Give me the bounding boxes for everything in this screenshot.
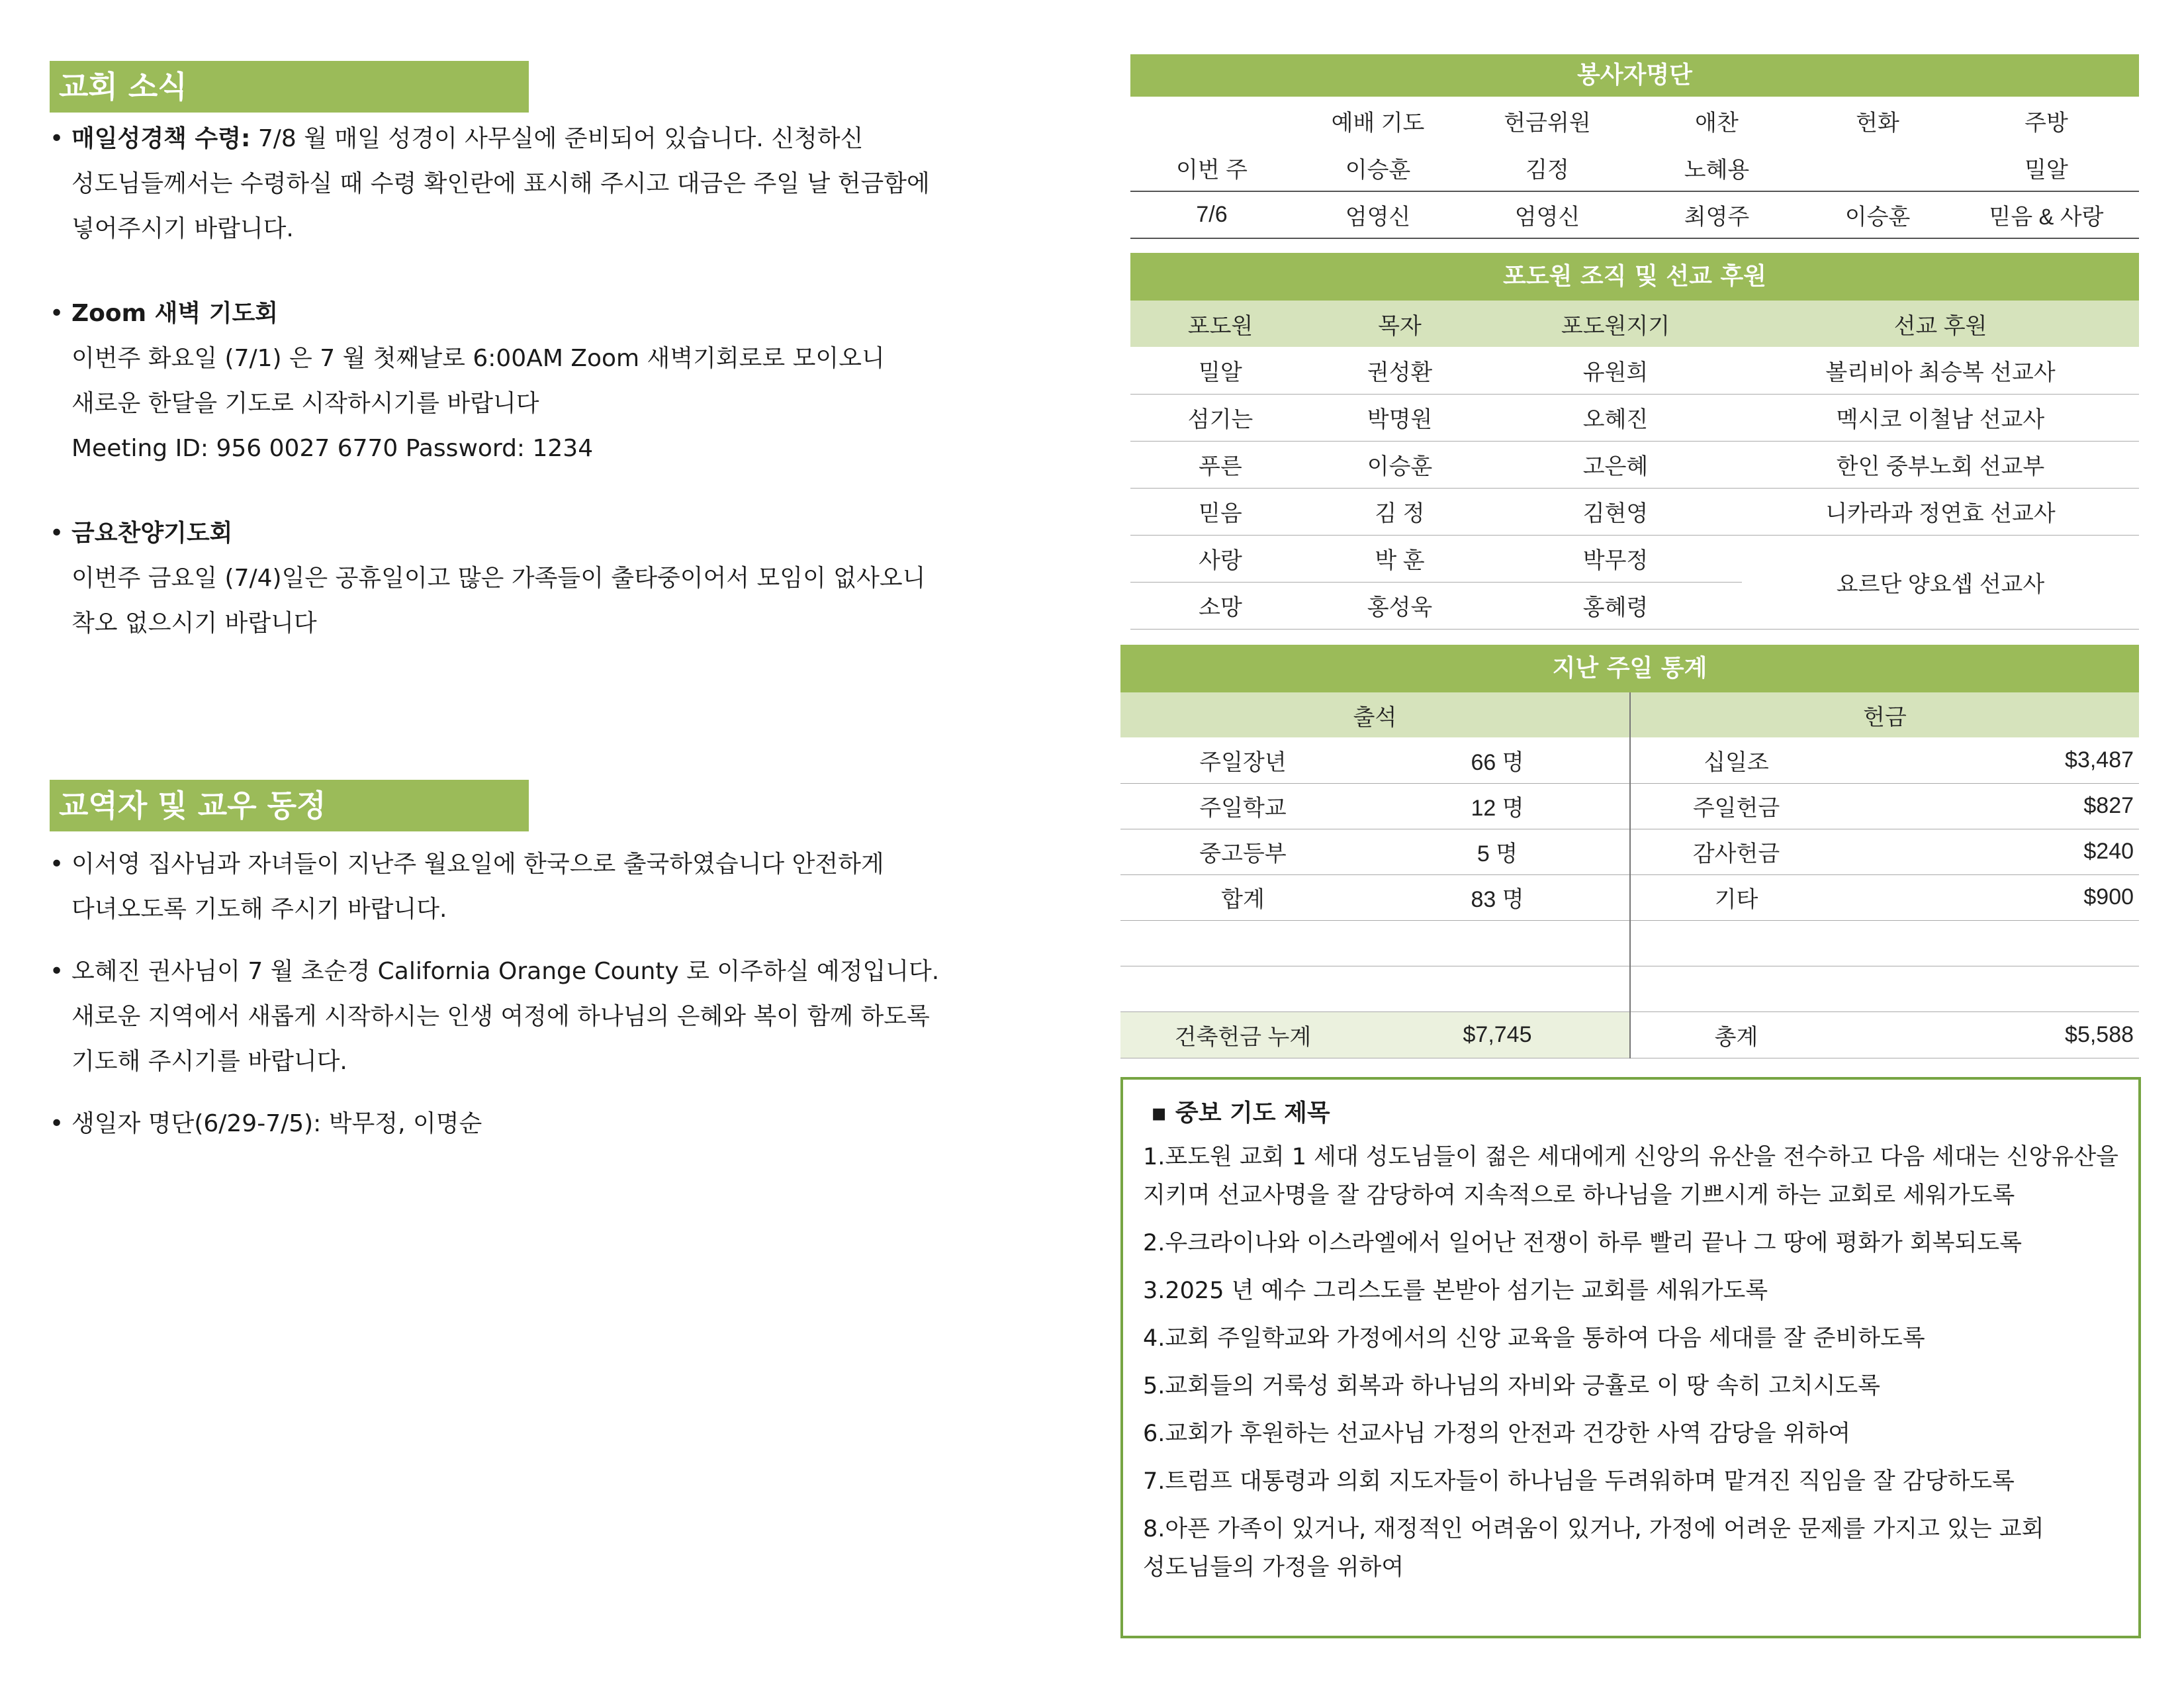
table-row	[1130, 347, 2139, 394]
news-item-title: Zoom 새벽 기도회	[71, 300, 279, 327]
bullet-icon: •	[50, 520, 64, 547]
header-cell: 주방	[2025, 110, 2068, 136]
podowon-title: 포도원 조직 및 선교 후원	[1130, 253, 2139, 301]
table-cell	[1842, 920, 2139, 966]
table-row	[1130, 191, 2139, 238]
prayer-item: 7.트럼프 대통령과 의회 지도자들이 하나님을 두려워하며 맡겨진 직임을 잘 감당하도록	[1143, 1468, 2015, 1495]
news-item-text: 이번주 금요일 (7/4)일은 공휴일이고 많은 가족들이 출타중이어서 모임이 없사오니	[71, 565, 926, 592]
table-cell: 믿음 & 사랑	[1954, 191, 2139, 238]
ministry-text: 새로운 지역에서 새롭게 시작하시는 인생 여정에 하나님의 은혜와 복이 함께 하도록	[71, 1003, 930, 1030]
table-cell: 이승훈	[1801, 191, 1954, 238]
ministry-item	[50, 842, 1029, 932]
building-fund-label: 건축헌금 누계	[1120, 1011, 1365, 1058]
merged-mission-cell: 요르단 양요셉 선교사	[1742, 535, 2139, 629]
table-row	[1130, 488, 2139, 535]
bullet-icon: •	[50, 125, 64, 152]
bullet-icon: •	[50, 851, 64, 878]
table-cell: 이승훈	[1310, 441, 1489, 488]
header-cell: 헌화	[1856, 110, 1899, 136]
table-cell: 밀알	[1130, 347, 1310, 394]
table-row	[1130, 535, 2139, 582]
table-row	[1130, 394, 2139, 441]
table-cell: 푸른	[1130, 441, 1310, 488]
table-cell	[1120, 920, 1365, 966]
news-item-text: 성도님들께서는 수령하실 때 수령 확인란에 표시해 주시고 대금은 주일 날 헌금함에	[71, 170, 930, 197]
table-cell: 사랑	[1130, 535, 1310, 582]
volunteers-title: 봉사자명단	[1130, 54, 2139, 97]
header-cell: 헌금위원	[1504, 110, 1591, 136]
table-cell: $3,487	[1842, 737, 2139, 783]
table-cell: 중고등부	[1120, 829, 1365, 874]
ministry-text: 오혜진 권사님이 7 월 초순경 California Orange County 로 이주하실 예정입니다.	[71, 958, 940, 985]
table-row	[1120, 737, 2139, 783]
prayer-item: 8.아픈 가족이 있거나, 재정적인 어려움이 있거나, 가정에 어려운 문제를 가지고 있는 교회	[1143, 1516, 2044, 1542]
news-item-zoom	[50, 291, 1029, 471]
table-cell: 주일학교	[1120, 783, 1365, 829]
table-cell: 믿음	[1130, 488, 1310, 535]
table-cell	[1630, 920, 1842, 966]
header-cell: 예배 기도	[1331, 110, 1425, 136]
prayer-list	[1143, 1138, 2122, 1587]
header-cell: 선교 후원	[1893, 313, 1987, 339]
prayer-item: 지키며 선교사명을 잘 감당하여 지속적으로 하나님을 기쁘시게 하는 교회로 세워가도록	[1143, 1182, 2015, 1209]
table-cell: 노혜용	[1632, 144, 1801, 191]
table-cell: 합계	[1120, 874, 1365, 920]
news-item-text: 착오 없으시기 바랍니다	[71, 610, 317, 637]
podowon-table	[1130, 301, 2139, 630]
offering-header: 헌금	[1863, 704, 1907, 730]
stats-table	[1120, 692, 2139, 1058]
news-item-text: 새로운 한달을 기도로 시작하시기를 바랍니다	[71, 390, 539, 417]
prayer-item: 6.교회가 후원하는 선교사님 가정의 안전과 건강한 사역 감당을 위하여	[1143, 1421, 1851, 1447]
table-cell: 유원희	[1489, 347, 1742, 394]
table-row	[1120, 920, 2139, 966]
table-cell: $900	[1842, 874, 2139, 920]
table-cell: 김정	[1463, 144, 1632, 191]
table-cell: 홍성욱	[1310, 582, 1489, 629]
table-cell: 한인 중부노회 선교부	[1742, 441, 2139, 488]
table-cell: 멕시코 이철남 선교사	[1742, 394, 2139, 441]
table-row	[1130, 441, 2139, 488]
news-list	[50, 117, 1029, 646]
table-cell	[1365, 920, 1630, 966]
header-cell: 포도원지기	[1561, 313, 1670, 339]
table-cell: 12 명	[1365, 783, 1630, 829]
bullet-icon: •	[50, 958, 64, 985]
table-cell	[1801, 144, 1954, 191]
prayer-box	[1120, 1077, 2141, 1638]
table-cell: 십일조	[1630, 737, 1842, 783]
table-cell: 오혜진	[1489, 394, 1742, 441]
news-item-friday	[50, 511, 1029, 646]
header-cell: 애찬	[1695, 110, 1739, 136]
table-cell: 83 명	[1365, 874, 1630, 920]
ministry-item	[50, 949, 1029, 1084]
table-cell: 권성환	[1310, 347, 1489, 394]
table-cell: 박 훈	[1310, 535, 1489, 582]
table-cell: 김현영	[1489, 488, 1742, 535]
news-item-text: 이번주 화요일 (7/1) 은 7 월 첫째날로 6:00AM Zoom 새벽기회로로 모이오니	[71, 345, 885, 372]
ministry-item	[50, 1102, 1029, 1147]
table-cell: $240	[1842, 829, 2139, 874]
table-row	[1120, 966, 2139, 1011]
table-cell: 5 명	[1365, 829, 1630, 874]
table-row	[1130, 144, 2139, 191]
table-cell: 박명원	[1310, 394, 1489, 441]
table-cell: 고은혜	[1489, 441, 1742, 488]
table-cell: 이번 주	[1130, 144, 1293, 191]
header-cell	[1130, 97, 1293, 144]
table-cell	[1842, 966, 2139, 1011]
table-cell: 기타	[1630, 874, 1842, 920]
table-cell: 엄영신	[1293, 191, 1463, 238]
table-cell: 최영주	[1632, 191, 1801, 238]
table-row	[1120, 829, 2139, 874]
table-cell: 김 정	[1310, 488, 1489, 535]
table-header-row	[1130, 301, 2139, 347]
header-cell: 포도원	[1187, 313, 1253, 339]
attendance-header: 출석	[1120, 692, 1630, 737]
table-cell: 니카라과 정연효 선교사	[1742, 488, 2139, 535]
table-header-row	[1120, 692, 2139, 737]
news-item-title: 매일성경책 수령:	[71, 125, 251, 152]
building-fund-value: $7,745	[1365, 1011, 1630, 1058]
table-cell: 주일장년	[1120, 737, 1365, 783]
table-footer-row	[1120, 1011, 2139, 1058]
table-cell: 소망	[1130, 582, 1310, 629]
ministry-text: 생일자 명단(6/29-7/5): 박무정, 이명순	[71, 1110, 482, 1137]
total-value: $5,588	[1842, 1011, 2139, 1058]
bullet-icon: •	[50, 1110, 64, 1137]
ministry-list	[50, 842, 1029, 1147]
ministry-text: 다녀오도록 기도해 주시기 바랍니다.	[71, 896, 447, 923]
table-cell: 박무정	[1489, 535, 1742, 582]
table-cell: 엄영신	[1463, 191, 1632, 238]
table-cell: 섬기는	[1130, 394, 1310, 441]
table-cell: 주일헌금	[1630, 783, 1842, 829]
ministry-section-header: 교역자 및 교우 동정	[50, 780, 529, 831]
table-cell: 66 명	[1365, 737, 1630, 783]
prayer-item: 4.교회 주일학교와 가정에서의 신앙 교육을 통하여 다음 세대를 잘 준비하도록	[1143, 1325, 1925, 1352]
header-cell: 목자	[1378, 313, 1422, 339]
ministry-text: 기도해 주시기를 바랍니다.	[71, 1048, 347, 1075]
table-cell: 이승훈	[1293, 144, 1463, 191]
table-row	[1120, 783, 2139, 829]
ministry-text: 이서영 집사님과 자녀들이 지난주 월요일에 한국으로 출국하였습니다 안전하게	[71, 851, 884, 878]
news-item-text: 7/8 월 매일 성경이 사무실에 준비되어 있습니다. 신청하신	[250, 125, 864, 152]
prayer-item: 1.포도원 교회 1 세대 성도님들이 젊은 세대에게 신앙의 유산을 전수하고 다음 세대는 신앙유산을	[1143, 1144, 2118, 1170]
table-cell	[1365, 966, 1630, 1011]
news-item-title: 금요찬양기도회	[71, 520, 233, 547]
table-cell: 감사헌금	[1630, 829, 1842, 874]
bullet-icon: •	[50, 300, 64, 327]
table-cell: 볼리비아 최승복 선교사	[1742, 347, 2139, 394]
table-cell: 홍혜령	[1489, 582, 1742, 629]
prayer-item: 2.우크라이나와 이스라엘에서 일어난 전쟁이 하루 빨리 끝나 그 땅에 평화가 회복되도록	[1143, 1230, 2023, 1256]
table-row	[1120, 874, 2139, 920]
prayer-item: 5.교회들의 거룩성 회복과 하나님의 자비와 긍휼로 이 땅 속히 고치시도록	[1143, 1373, 1881, 1399]
prayer-item: 성도님들의 가정을 위하여	[1143, 1554, 1404, 1581]
table-cell: $827	[1842, 783, 2139, 829]
prayer-title: ▪ 중보 기도 제목	[1151, 1100, 1330, 1127]
news-item-text: Meeting ID: 956 0027 6770 Password: 1234	[71, 435, 594, 462]
news-section-header: 교회 소식	[50, 61, 529, 113]
prayer-item: 3.2025 년 예수 그리스도를 본받아 섬기는 교회를 세워가도록	[1143, 1278, 1768, 1304]
table-cell	[1630, 966, 1842, 1011]
news-item-bible	[50, 117, 1029, 252]
table-cell: 7/6	[1130, 191, 1293, 238]
table-header-row	[1130, 97, 2139, 144]
table-cell	[1120, 966, 1365, 1011]
volunteers-table	[1130, 97, 2139, 239]
news-item-text: 넣어주시기 바랍니다.	[71, 215, 294, 242]
table-cell: 밀알	[1954, 144, 2139, 191]
total-label: 총계	[1630, 1011, 1842, 1058]
stats-title: 지난 주일 통계	[1120, 645, 2139, 692]
